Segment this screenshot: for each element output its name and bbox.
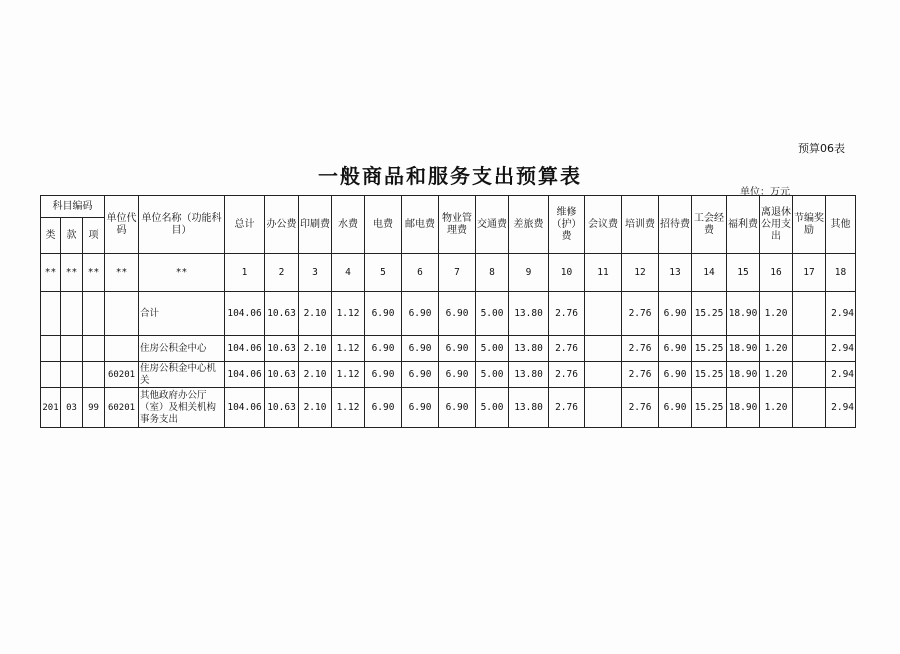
value-cell: 6.90 <box>659 336 692 362</box>
value-cell: 13.80 <box>509 362 549 388</box>
value-cell: 1.12 <box>332 336 365 362</box>
xiang-cell <box>83 292 105 336</box>
value-cell: 2.10 <box>299 388 332 428</box>
col-header: 工会经费 <box>692 196 727 254</box>
value-cell: 2.76 <box>549 336 585 362</box>
index-cell: 13 <box>659 254 692 292</box>
index-cell: 17 <box>793 254 826 292</box>
value-cell <box>793 388 826 428</box>
col-header: 邮电费 <box>402 196 439 254</box>
value-cell: 1.20 <box>760 292 793 336</box>
col-header: 总计 <box>225 196 265 254</box>
value-cell <box>585 362 622 388</box>
col-header: 差旅费 <box>509 196 549 254</box>
index-cell: 18 <box>826 254 856 292</box>
value-cell: 10.63 <box>265 362 299 388</box>
value-cell: 10.63 <box>265 336 299 362</box>
lei-cell <box>41 362 61 388</box>
xiang-cell <box>83 336 105 362</box>
value-cell: 6.90 <box>365 362 402 388</box>
table-row <box>41 388 856 428</box>
value-cell: 13.80 <box>509 336 549 362</box>
value-cell: 18.90 <box>727 292 760 336</box>
value-cell: 6.90 <box>365 336 402 362</box>
unit-name-cell: 住房公积金中心 <box>139 336 225 362</box>
value-cell: 15.25 <box>692 388 727 428</box>
table-number: 预算06表 <box>798 142 845 155</box>
unit-name-cell: 住房公积金中心机关 <box>139 362 225 388</box>
index-cell: ** <box>83 254 105 292</box>
value-cell: 13.80 <box>509 292 549 336</box>
index-cell: ** <box>105 254 139 292</box>
index-cell: 14 <box>692 254 727 292</box>
index-cell: ** <box>139 254 225 292</box>
kuan-cell <box>61 362 83 388</box>
value-cell: 10.63 <box>265 292 299 336</box>
index-cell: 11 <box>585 254 622 292</box>
value-cell: 2.76 <box>549 362 585 388</box>
unit-name-header: 单位名称（功能科目） <box>139 196 225 254</box>
value-cell: 6.90 <box>402 362 439 388</box>
index-cell: 12 <box>622 254 659 292</box>
value-cell <box>585 292 622 336</box>
table-row <box>41 336 856 362</box>
unit-code-header: 单位代码 <box>105 196 139 254</box>
value-cell: 1.12 <box>332 362 365 388</box>
value-cell: 6.90 <box>439 292 476 336</box>
value-cell: 5.00 <box>476 336 509 362</box>
col-header: 福利费 <box>727 196 760 254</box>
value-cell: 6.90 <box>365 292 402 336</box>
value-cell: 2.94 <box>826 336 856 362</box>
value-cell: 18.90 <box>727 336 760 362</box>
index-cell: 3 <box>299 254 332 292</box>
value-cell: 6.90 <box>402 336 439 362</box>
xiang-cell <box>83 362 105 388</box>
value-cell: 2.94 <box>826 292 856 336</box>
value-cell <box>585 388 622 428</box>
col-header: 其他 <box>826 196 856 254</box>
col-header: 会议费 <box>585 196 622 254</box>
value-cell: 2.10 <box>299 336 332 362</box>
col-header: 办公费 <box>265 196 299 254</box>
value-cell: 2.94 <box>826 362 856 388</box>
table-row <box>41 292 856 336</box>
value-cell: 1.20 <box>760 362 793 388</box>
unit-code-cell: 60201 <box>105 388 139 428</box>
index-cell: 2 <box>265 254 299 292</box>
col-header: 物业管理费 <box>439 196 476 254</box>
value-cell: 6.90 <box>402 292 439 336</box>
lei-cell <box>41 336 61 362</box>
unit-label: 单位：万元 <box>740 187 790 198</box>
col-header: 招待费 <box>659 196 692 254</box>
col-header: 水费 <box>332 196 365 254</box>
value-cell: 5.00 <box>476 292 509 336</box>
value-cell: 104.06 <box>225 388 265 428</box>
value-cell: 2.76 <box>549 292 585 336</box>
index-cell: 15 <box>727 254 760 292</box>
page-title: 一般商品和服务支出预算表 <box>318 164 582 188</box>
value-cell: 6.90 <box>659 292 692 336</box>
lei-cell <box>41 292 61 336</box>
value-cell: 18.90 <box>727 362 760 388</box>
unit-name-cell: 合计 <box>139 292 225 336</box>
value-cell: 6.90 <box>439 336 476 362</box>
value-cell: 2.76 <box>622 362 659 388</box>
value-cell: 1.12 <box>332 292 365 336</box>
budget-table <box>40 195 856 428</box>
kuan-cell <box>61 292 83 336</box>
index-cell: ** <box>61 254 83 292</box>
value-cell: 18.90 <box>727 388 760 428</box>
index-cell: 1 <box>225 254 265 292</box>
value-cell: 6.90 <box>365 388 402 428</box>
unit-code-cell <box>105 292 139 336</box>
unit-code-cell: 60201 <box>105 362 139 388</box>
index-cell: 7 <box>439 254 476 292</box>
index-cell: 16 <box>760 254 793 292</box>
kuan-cell <box>61 336 83 362</box>
col-header: 交通费 <box>476 196 509 254</box>
xiang-cell: 99 <box>83 388 105 428</box>
col-header: 电费 <box>365 196 402 254</box>
value-cell: 15.25 <box>692 336 727 362</box>
value-cell: 6.90 <box>659 388 692 428</box>
value-cell: 6.90 <box>439 388 476 428</box>
index-cell: 8 <box>476 254 509 292</box>
value-cell: 2.76 <box>622 336 659 362</box>
value-cell: 2.76 <box>622 292 659 336</box>
index-row <box>41 254 856 292</box>
kuan-cell: 03 <box>61 388 83 428</box>
lei-header: 类 <box>41 218 61 254</box>
value-cell: 2.76 <box>622 388 659 428</box>
col-header: 维修（护）费 <box>549 196 585 254</box>
table-row <box>41 362 856 388</box>
value-cell: 15.25 <box>692 292 727 336</box>
xiang-header: 项 <box>83 218 105 254</box>
value-cell: 104.06 <box>225 336 265 362</box>
value-cell: 1.20 <box>760 388 793 428</box>
value-cell: 2.10 <box>299 362 332 388</box>
value-cell: 6.90 <box>402 388 439 428</box>
value-cell: 2.94 <box>826 388 856 428</box>
index-cell: 10 <box>549 254 585 292</box>
unit-code-cell <box>105 336 139 362</box>
col-header: 印刷费 <box>299 196 332 254</box>
value-cell: 10.63 <box>265 388 299 428</box>
kuan-header: 款 <box>61 218 83 254</box>
value-cell <box>793 362 826 388</box>
index-cell: 5 <box>365 254 402 292</box>
value-cell: 2.10 <box>299 292 332 336</box>
value-cell: 5.00 <box>476 362 509 388</box>
subject-code-header: 科目编码 <box>41 196 105 218</box>
value-cell: 104.06 <box>225 362 265 388</box>
index-cell: ** <box>41 254 61 292</box>
value-cell: 6.90 <box>439 362 476 388</box>
value-cell: 15.25 <box>692 362 727 388</box>
value-cell <box>585 336 622 362</box>
unit-name-cell: 其他政府办公厅（室）及相关机构事务支出 <box>139 388 225 428</box>
value-cell: 13.80 <box>509 388 549 428</box>
col-header: 节编奖励 <box>793 196 826 254</box>
value-cell: 2.76 <box>549 388 585 428</box>
index-cell: 4 <box>332 254 365 292</box>
value-cell: 5.00 <box>476 388 509 428</box>
value-cell: 1.12 <box>332 388 365 428</box>
value-cell: 6.90 <box>659 362 692 388</box>
index-cell: 9 <box>509 254 549 292</box>
lei-cell: 201 <box>41 388 61 428</box>
col-header: 离退休公用支出 <box>760 196 793 254</box>
value-cell <box>793 292 826 336</box>
value-cell: 1.20 <box>760 336 793 362</box>
index-cell: 6 <box>402 254 439 292</box>
col-header: 培训费 <box>622 196 659 254</box>
value-cell: 104.06 <box>225 292 265 336</box>
value-cell <box>793 336 826 362</box>
